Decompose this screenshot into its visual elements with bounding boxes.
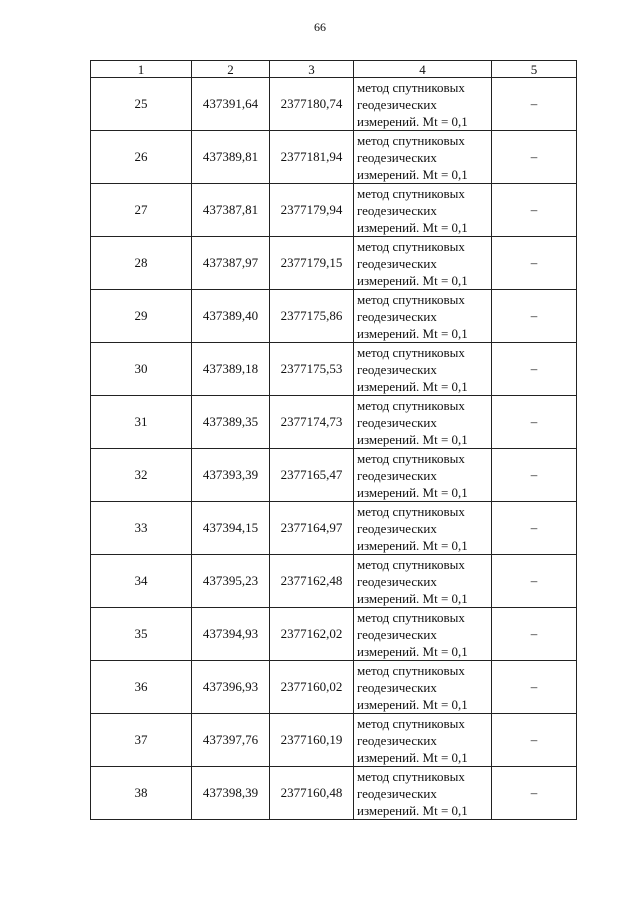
note-cell: – [492,661,577,714]
method-text-line: измерений. Mt = 0,1 [357,166,468,182]
point-number-cell: 36 [91,661,192,714]
method-text-line: метод спутниковых [357,609,465,625]
method-cell [354,714,492,767]
method-text-line: метод спутниковых [357,503,465,519]
table-row [91,714,577,767]
y-coordinate-cell: 2377160,48 [270,767,354,820]
x-coordinate-cell: 437398,39 [192,767,270,820]
y-coordinate-cell: 2377175,86 [270,290,354,343]
note-cell: – [492,555,577,608]
point-number-cell: 34 [91,555,192,608]
method-cell [354,449,492,502]
y-coordinate-cell: 2377175,53 [270,343,354,396]
table-header-row [91,61,577,78]
table-row [91,502,577,555]
method-text-line: геодезических [357,626,437,642]
x-coordinate-cell: 437394,93 [192,608,270,661]
point-number-cell: 35 [91,608,192,661]
method-text-line: геодезических [357,414,437,430]
note-cell: – [492,184,577,237]
method-text-line: метод спутниковых [357,556,465,572]
column-header: 5 [492,61,577,78]
method-cell [354,555,492,608]
y-coordinate-cell: 2377181,94 [270,131,354,184]
x-coordinate-cell: 437391,64 [192,78,270,131]
note-cell: – [492,131,577,184]
table-row [91,131,577,184]
column-header: 2 [192,61,270,78]
method-cell [354,184,492,237]
y-coordinate-cell: 2377162,02 [270,608,354,661]
method-text-line: метод спутниковых [357,768,465,784]
method-text-line: измерений. Mt = 0,1 [357,484,468,500]
column-header: 3 [270,61,354,78]
note-cell: – [492,502,577,555]
method-cell [354,767,492,820]
x-coordinate-cell: 437389,40 [192,290,270,343]
method-text-line: измерений. Mt = 0,1 [357,378,468,394]
note-cell: – [492,290,577,343]
y-coordinate-cell: 2377179,94 [270,184,354,237]
method-cell [354,396,492,449]
method-text-line: измерений. Mt = 0,1 [357,643,468,659]
y-coordinate-cell: 2377180,74 [270,78,354,131]
method-cell [354,608,492,661]
x-coordinate-cell: 437389,35 [192,396,270,449]
table-row [91,555,577,608]
table-row [91,767,577,820]
method-text-line: геодезических [357,467,437,483]
method-text-line: геодезических [357,679,437,695]
point-number-cell: 31 [91,396,192,449]
method-text-line: метод спутниковых [357,132,465,148]
coordinates-table [90,60,577,820]
method-cell [354,661,492,714]
method-text-line: метод спутниковых [357,79,465,95]
method-cell [354,343,492,396]
method-text-line: геодезических [357,732,437,748]
x-coordinate-cell: 437397,76 [192,714,270,767]
method-text-line: измерений. Mt = 0,1 [357,325,468,341]
table-row [91,608,577,661]
y-coordinate-cell: 2377165,47 [270,449,354,502]
note-cell: – [492,343,577,396]
method-text-line: измерений. Mt = 0,1 [357,113,468,129]
note-cell: – [492,449,577,502]
column-header: 4 [354,61,492,78]
note-cell: – [492,237,577,290]
point-number-cell: 27 [91,184,192,237]
note-cell: – [492,78,577,131]
method-text-line: геодезических [357,96,437,112]
point-number-cell: 37 [91,714,192,767]
point-number-cell: 30 [91,343,192,396]
y-coordinate-cell: 2377174,73 [270,396,354,449]
y-coordinate-cell: 2377179,15 [270,237,354,290]
method-text-line: метод спутниковых [357,238,465,254]
x-coordinate-cell: 437389,18 [192,343,270,396]
method-text-line: измерений. Mt = 0,1 [357,537,468,553]
method-text-line: измерений. Mt = 0,1 [357,590,468,606]
method-text-line: метод спутниковых [357,715,465,731]
x-coordinate-cell: 437393,39 [192,449,270,502]
table-row [91,661,577,714]
method-text-line: метод спутниковых [357,185,465,201]
point-number-cell: 32 [91,449,192,502]
table-row [91,78,577,131]
method-cell [354,290,492,343]
point-number-cell: 26 [91,131,192,184]
note-cell: – [492,767,577,820]
x-coordinate-cell: 437396,93 [192,661,270,714]
method-text-line: измерений. Mt = 0,1 [357,219,468,235]
method-text-line: метод спутниковых [357,291,465,307]
column-header: 1 [91,61,192,78]
method-text-line: геодезических [357,361,437,377]
page-number: 66 [314,20,326,34]
table-row [91,449,577,502]
table-row [91,237,577,290]
table-row [91,396,577,449]
method-cell [354,237,492,290]
y-coordinate-cell: 2377164,97 [270,502,354,555]
method-text-line: геодезических [357,785,437,801]
note-cell: – [492,396,577,449]
method-text-line: измерений. Mt = 0,1 [357,272,468,288]
method-text-line: геодезических [357,573,437,589]
y-coordinate-cell: 2377162,48 [270,555,354,608]
method-cell [354,502,492,555]
method-cell [354,131,492,184]
method-text-line: геодезических [357,149,437,165]
table-body [91,78,577,820]
note-cell: – [492,714,577,767]
x-coordinate-cell: 437394,15 [192,502,270,555]
note-cell: – [492,608,577,661]
y-coordinate-cell: 2377160,19 [270,714,354,767]
method-text-line: геодезических [357,255,437,271]
point-number-cell: 29 [91,290,192,343]
method-text-line: измерений. Mt = 0,1 [357,802,468,818]
method-text-line: метод спутниковых [357,344,465,360]
method-text-line: геодезических [357,202,437,218]
method-text-line: измерений. Mt = 0,1 [357,696,468,712]
x-coordinate-cell: 437387,81 [192,184,270,237]
point-number-cell: 38 [91,767,192,820]
x-coordinate-cell: 437387,97 [192,237,270,290]
x-coordinate-cell: 437389,81 [192,131,270,184]
method-text-line: измерений. Mt = 0,1 [357,749,468,765]
point-number-cell: 25 [91,78,192,131]
table-row [91,290,577,343]
method-text-line: измерений. Mt = 0,1 [357,431,468,447]
point-number-cell: 33 [91,502,192,555]
method-text-line: метод спутниковых [357,450,465,466]
point-number-cell: 28 [91,237,192,290]
x-coordinate-cell: 437395,23 [192,555,270,608]
table-row [91,343,577,396]
method-text-line: метод спутниковых [357,662,465,678]
method-text-line: геодезических [357,308,437,324]
method-cell [354,78,492,131]
method-text-line: метод спутниковых [357,397,465,413]
method-text-line: геодезических [357,520,437,536]
table-row [91,184,577,237]
y-coordinate-cell: 2377160,02 [270,661,354,714]
